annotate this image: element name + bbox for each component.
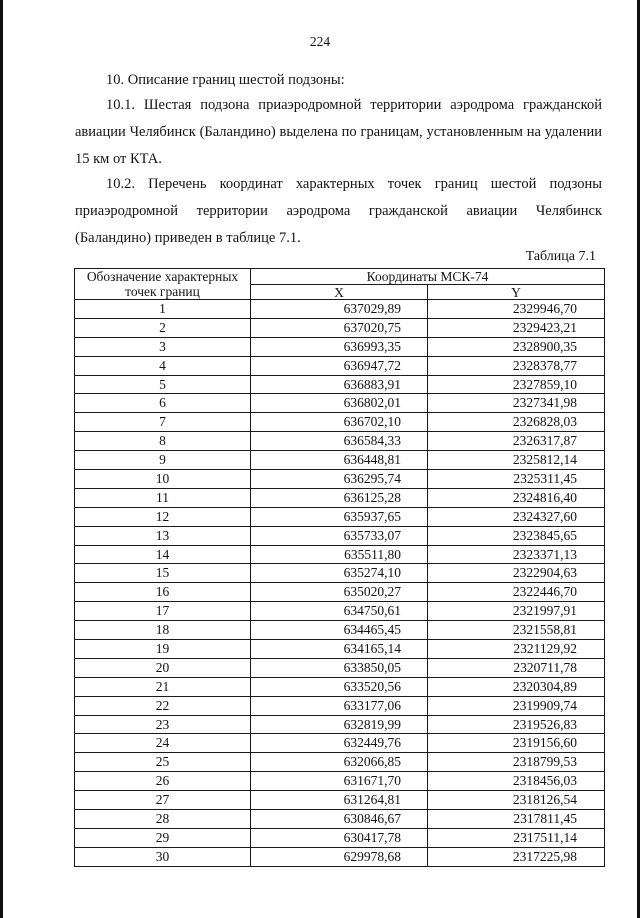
paragraph-10-2 (75, 171, 602, 252)
cell-point: 3 (75, 337, 251, 356)
table-row (75, 318, 605, 337)
cell-x: 630846,67 (251, 810, 428, 829)
cell-point: 26 (75, 772, 251, 791)
header-point-designation: Обозначение характерных точек границ (75, 269, 251, 300)
cell-y: 2323371,13 (428, 545, 605, 564)
cell-y: 2325311,45 (428, 470, 605, 489)
cell-y: 2317225,98 (428, 847, 605, 866)
table-row (75, 734, 605, 753)
cell-point: 16 (75, 583, 251, 602)
paragraph-line: 15 км от КТА. (75, 151, 162, 167)
cell-point: 14 (75, 545, 251, 564)
table-row (75, 451, 605, 470)
cell-point: 29 (75, 828, 251, 847)
cell-y: 2318799,53 (428, 753, 605, 772)
cell-y: 2328378,77 (428, 356, 605, 375)
table-row (75, 828, 605, 847)
cell-x: 632449,76 (251, 734, 428, 753)
table-row (75, 715, 605, 734)
cell-point: 9 (75, 451, 251, 470)
table-row (75, 847, 605, 866)
cell-y: 2321129,92 (428, 640, 605, 659)
cell-y: 2321997,91 (428, 602, 605, 621)
cell-y: 2317811,45 (428, 810, 605, 829)
cell-y: 2325812,14 (428, 451, 605, 470)
cell-point: 7 (75, 413, 251, 432)
cell-point: 8 (75, 432, 251, 451)
cell-x: 632819,99 (251, 715, 428, 734)
cell-y: 2318126,54 (428, 791, 605, 810)
cell-x: 636993,35 (251, 337, 428, 356)
cell-x: 636584,33 (251, 432, 428, 451)
cell-x: 636947,72 (251, 356, 428, 375)
table-row (75, 791, 605, 810)
paragraph-line: приаэродромной территории аэродрома гражданской авиации Челябинск (75, 203, 602, 219)
cell-x: 636802,01 (251, 394, 428, 413)
table-row (75, 564, 605, 583)
cell-x: 631671,70 (251, 772, 428, 791)
cell-y: 2324816,40 (428, 488, 605, 507)
cell-point: 1 (75, 300, 251, 319)
cell-x: 636702,10 (251, 413, 428, 432)
cell-point: 13 (75, 526, 251, 545)
cell-x: 636295,74 (251, 470, 428, 489)
paragraph-line: 10.2. Перечень координат характерных точек границ шестой подзоны (106, 176, 602, 192)
cell-y: 2327859,10 (428, 375, 605, 394)
cell-point: 18 (75, 621, 251, 640)
cell-y: 2321558,81 (428, 621, 605, 640)
paragraph-line: 10.1. Шестая подзона приаэродромной территории аэродрома гражданской (106, 97, 602, 113)
cell-x: 634465,45 (251, 621, 428, 640)
section-heading: 10. Описание границ шестой подзоны: (106, 72, 345, 88)
header-x: X (251, 285, 428, 300)
table-caption: Таблица 7.1 (525, 249, 596, 264)
header-coordinates: Координаты МСК-74 (251, 269, 605, 285)
paragraph-line: (Баландино) приведен в таблице 7.1. (75, 230, 301, 246)
table-row (75, 488, 605, 507)
cell-x: 631264,81 (251, 791, 428, 810)
cell-point: 30 (75, 847, 251, 866)
table-row (75, 394, 605, 413)
cell-x: 635937,65 (251, 507, 428, 526)
cell-point: 19 (75, 640, 251, 659)
cell-point: 28 (75, 810, 251, 829)
cell-point: 23 (75, 715, 251, 734)
cell-x: 635511,80 (251, 545, 428, 564)
table-row (75, 810, 605, 829)
cell-point: 5 (75, 375, 251, 394)
table-row (75, 337, 605, 356)
cell-point: 15 (75, 564, 251, 583)
cell-point: 21 (75, 677, 251, 696)
cell-x: 635733,07 (251, 526, 428, 545)
cell-y: 2319156,60 (428, 734, 605, 753)
table-row (75, 432, 605, 451)
cell-x: 633520,56 (251, 677, 428, 696)
table-row (75, 677, 605, 696)
cell-y: 2326828,03 (428, 413, 605, 432)
table-row (75, 621, 605, 640)
cell-y: 2323845,65 (428, 526, 605, 545)
cell-y: 2317511,14 (428, 828, 605, 847)
cell-y: 2326317,87 (428, 432, 605, 451)
cell-point: 11 (75, 488, 251, 507)
table-row (75, 356, 605, 375)
cell-y: 2319909,74 (428, 696, 605, 715)
cell-y: 2328900,35 (428, 337, 605, 356)
cell-x: 636125,28 (251, 488, 428, 507)
cell-x: 633850,05 (251, 658, 428, 677)
cell-point: 6 (75, 394, 251, 413)
cell-x: 629978,68 (251, 847, 428, 866)
cell-point: 20 (75, 658, 251, 677)
cell-point: 17 (75, 602, 251, 621)
cell-x: 637029,89 (251, 300, 428, 319)
table-row (75, 413, 605, 432)
cell-x: 632066,85 (251, 753, 428, 772)
cell-y: 2318456,03 (428, 772, 605, 791)
cell-x: 636448,81 (251, 451, 428, 470)
cell-point: 22 (75, 696, 251, 715)
cell-x: 636883,91 (251, 375, 428, 394)
table-row (75, 772, 605, 791)
cell-point: 4 (75, 356, 251, 375)
cell-y: 2322446,70 (428, 583, 605, 602)
cell-y: 2329946,70 (428, 300, 605, 319)
cell-x: 633177,06 (251, 696, 428, 715)
table-row (75, 658, 605, 677)
table-row (75, 753, 605, 772)
cell-x: 634750,61 (251, 602, 428, 621)
table-row (75, 583, 605, 602)
cell-point: 24 (75, 734, 251, 753)
cell-x: 630417,78 (251, 828, 428, 847)
cell-point: 27 (75, 791, 251, 810)
table-row (75, 375, 605, 394)
header-y: Y (428, 285, 605, 300)
coordinates-table (74, 268, 605, 867)
cell-y: 2319526,83 (428, 715, 605, 734)
paragraph-line: авиации Челябинск (Баландино) выделена по границам, установленным на удалении (75, 124, 602, 140)
table-row (75, 507, 605, 526)
table-row (75, 602, 605, 621)
table-row (75, 300, 605, 319)
cell-x: 634165,14 (251, 640, 428, 659)
cell-y: 2327341,98 (428, 394, 605, 413)
cell-x: 637020,75 (251, 318, 428, 337)
cell-point: 2 (75, 318, 251, 337)
cell-y: 2320304,89 (428, 677, 605, 696)
table-row (75, 526, 605, 545)
cell-y: 2324327,60 (428, 507, 605, 526)
cell-y: 2320711,78 (428, 658, 605, 677)
cell-x: 635020,27 (251, 583, 428, 602)
cell-point: 12 (75, 507, 251, 526)
page-number: 224 (309, 34, 331, 49)
cell-x: 635274,10 (251, 564, 428, 583)
table-row (75, 545, 605, 564)
cell-y: 2322904,63 (428, 564, 605, 583)
cell-y: 2329423,21 (428, 318, 605, 337)
cell-point: 10 (75, 470, 251, 489)
cell-point: 25 (75, 753, 251, 772)
paragraph-10-1 (75, 92, 602, 173)
table-row (75, 696, 605, 715)
table-row (75, 470, 605, 489)
table-row (75, 640, 605, 659)
table-body (75, 300, 605, 867)
